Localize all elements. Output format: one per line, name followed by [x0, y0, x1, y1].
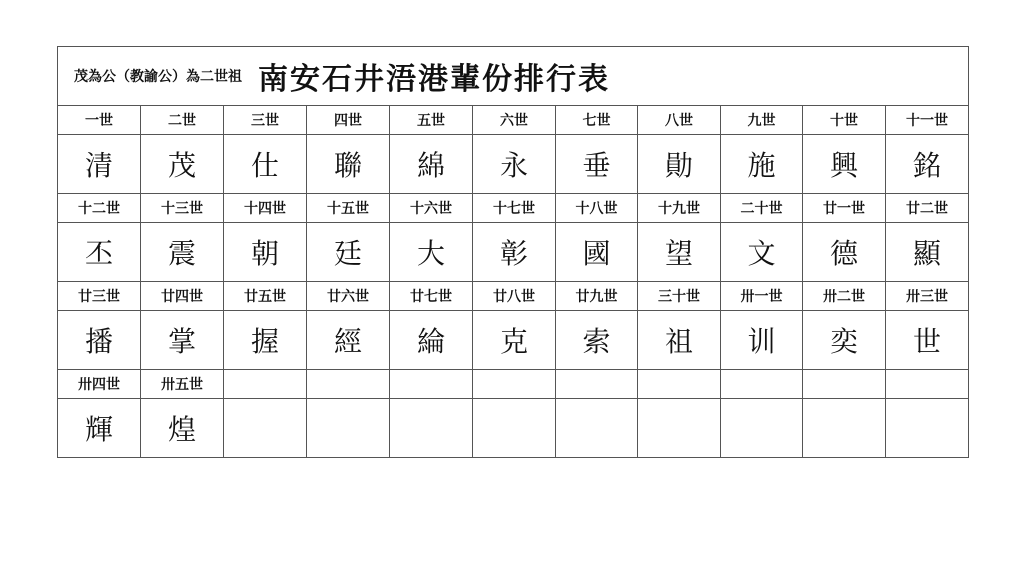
generation-label: 廿二世	[886, 194, 969, 223]
generation-character: 銘	[886, 135, 969, 194]
generation-label: 七世	[556, 106, 638, 135]
generation-label: 卅一世	[721, 282, 803, 311]
generation-label	[307, 370, 390, 399]
generation-label	[638, 370, 721, 399]
generation-character: 綿	[390, 135, 473, 194]
generation-character: 文	[721, 223, 803, 282]
generation-label-row	[58, 370, 969, 399]
generation-character: 祖	[638, 311, 721, 370]
generation-character	[473, 399, 556, 458]
generation-character: 奕	[803, 311, 886, 370]
generation-character	[638, 399, 721, 458]
generation-label-row	[58, 106, 969, 135]
generation-label: 卅四世	[58, 370, 141, 399]
generation-character: 輝	[58, 399, 141, 458]
generation-label: 一世	[58, 106, 141, 135]
generation-character: 垂	[556, 135, 638, 194]
generation-character-row	[58, 311, 969, 370]
generation-label: 十世	[803, 106, 886, 135]
generation-character: 顯	[886, 223, 969, 282]
generation-label: 十九世	[638, 194, 721, 223]
generation-character: 仕	[224, 135, 307, 194]
generation-label: 廿八世	[473, 282, 556, 311]
title-row	[58, 47, 969, 106]
generation-character	[886, 399, 969, 458]
generation-label	[390, 370, 473, 399]
generation-label: 十八世	[556, 194, 638, 223]
generation-character: 茂	[141, 135, 224, 194]
generation-label: 三十世	[638, 282, 721, 311]
generation-label	[473, 370, 556, 399]
generation-label: 廿六世	[307, 282, 390, 311]
generation-character	[556, 399, 638, 458]
generation-character: 掌	[141, 311, 224, 370]
generation-character: 綸	[390, 311, 473, 370]
generation-character-row	[58, 135, 969, 194]
generation-character: 克	[473, 311, 556, 370]
generation-label: 十三世	[141, 194, 224, 223]
generation-label	[556, 370, 638, 399]
generation-label: 廿九世	[556, 282, 638, 311]
title-cell	[58, 47, 969, 106]
generation-label: 二十世	[721, 194, 803, 223]
generation-label-row	[58, 194, 969, 223]
generation-label: 三世	[224, 106, 307, 135]
generation-character: 震	[141, 223, 224, 282]
generation-label: 卅五世	[141, 370, 224, 399]
generation-character: 永	[473, 135, 556, 194]
generation-label: 廿四世	[141, 282, 224, 311]
generation-label	[886, 370, 969, 399]
generation-character: 丕	[58, 223, 141, 282]
generation-label: 廿七世	[390, 282, 473, 311]
generation-character: 握	[224, 311, 307, 370]
generation-label: 十五世	[307, 194, 390, 223]
generation-character	[224, 399, 307, 458]
generation-label: 五世	[390, 106, 473, 135]
generation-label: 卅二世	[803, 282, 886, 311]
generation-label-row	[58, 282, 969, 311]
ancestor-note: 茂為公（教諭公）為二世祖	[74, 69, 242, 85]
generation-character: 勛	[638, 135, 721, 194]
generation-label: 十四世	[224, 194, 307, 223]
generation-label: 十七世	[473, 194, 556, 223]
generation-label	[721, 370, 803, 399]
generation-character	[307, 399, 390, 458]
generation-label: 卅三世	[886, 282, 969, 311]
generation-character: 德	[803, 223, 886, 282]
generation-character: 训	[721, 311, 803, 370]
generation-character: 播	[58, 311, 141, 370]
page-title: 南安石井浯港輩份排行表	[258, 62, 610, 97]
generation-character-row	[58, 223, 969, 282]
generation-character: 煌	[141, 399, 224, 458]
generation-label: 廿一世	[803, 194, 886, 223]
generation-character	[803, 399, 886, 458]
generation-table	[57, 46, 969, 458]
generation-label: 十六世	[390, 194, 473, 223]
generation-character: 國	[556, 223, 638, 282]
generation-character-row	[58, 399, 969, 458]
generation-label	[803, 370, 886, 399]
generation-character: 清	[58, 135, 141, 194]
generation-label: 廿三世	[58, 282, 141, 311]
generation-character: 望	[638, 223, 721, 282]
generation-label: 八世	[638, 106, 721, 135]
generation-character: 經	[307, 311, 390, 370]
generation-character: 世	[886, 311, 969, 370]
generation-label: 十一世	[886, 106, 969, 135]
generation-label: 六世	[473, 106, 556, 135]
generation-character: 索	[556, 311, 638, 370]
generation-label	[224, 370, 307, 399]
generation-character	[721, 399, 803, 458]
generation-label: 四世	[307, 106, 390, 135]
generation-character: 施	[721, 135, 803, 194]
generation-label: 十二世	[58, 194, 141, 223]
generation-character: 彰	[473, 223, 556, 282]
generation-character: 聯	[307, 135, 390, 194]
generation-character: 大	[390, 223, 473, 282]
generation-character: 朝	[224, 223, 307, 282]
generation-label: 九世	[721, 106, 803, 135]
generation-character	[390, 399, 473, 458]
generation-character: 廷	[307, 223, 390, 282]
generation-character: 興	[803, 135, 886, 194]
generation-label: 廿五世	[224, 282, 307, 311]
generation-label: 二世	[141, 106, 224, 135]
